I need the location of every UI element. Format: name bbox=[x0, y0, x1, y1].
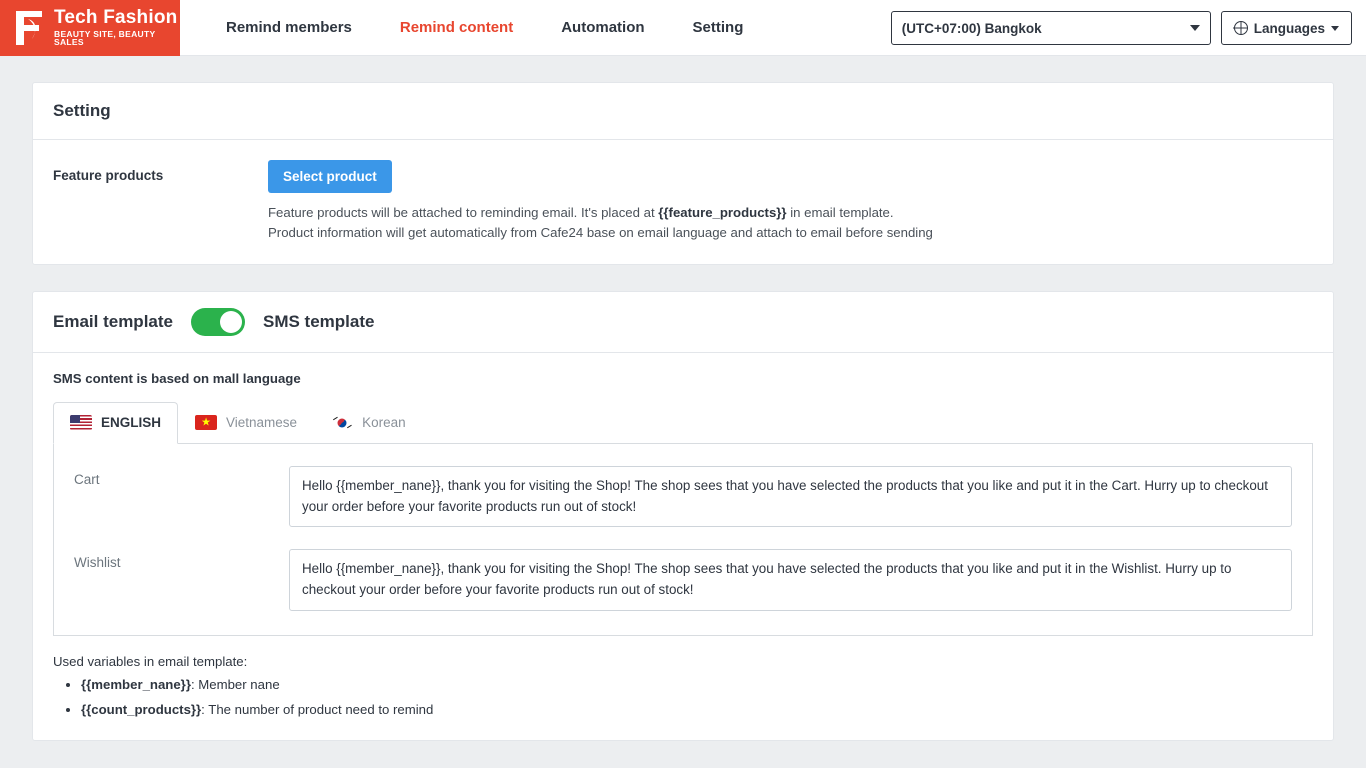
nav-item-remind-content[interactable]: Remind content bbox=[399, 18, 514, 36]
email-template-label: Email template bbox=[53, 311, 173, 331]
nav-item-remind-members[interactable]: Remind members bbox=[226, 18, 352, 36]
template-card-header bbox=[33, 292, 1333, 353]
select-product-button[interactable]: Select product bbox=[268, 160, 392, 193]
cart-label: Cart bbox=[74, 471, 100, 487]
nav-item-setting[interactable]: Setting bbox=[692, 18, 744, 36]
globe-icon bbox=[1234, 21, 1248, 35]
feature-products-row bbox=[53, 160, 1313, 244]
hint-line-1-prefix: Feature products will be attached to reminding email. It's placed at bbox=[268, 205, 659, 220]
brand-tagline: BEAUTY SITE, BEAUTY SALES bbox=[54, 28, 156, 48]
wishlist-field-row bbox=[74, 549, 1292, 611]
topbar-right-controls bbox=[891, 11, 1352, 45]
wishlist-message-textarea[interactable] bbox=[289, 549, 1292, 611]
page-content bbox=[0, 56, 1366, 768]
english-tab-panel bbox=[53, 444, 1313, 636]
used-variables-list bbox=[53, 675, 1313, 720]
hint-line-2: Product information will get automatically from Cafe24 base on email language and attach to email before sending bbox=[268, 225, 933, 241]
us-flag-icon bbox=[70, 415, 92, 430]
setting-card bbox=[32, 82, 1334, 265]
hint-line-1 bbox=[268, 203, 1313, 223]
sms-language-note: SMS content is based on mall language bbox=[53, 370, 301, 386]
brand-title: Tech Fashion bbox=[54, 6, 178, 28]
feature-products-hint bbox=[268, 203, 1313, 244]
tab-vietnamese[interactable] bbox=[178, 402, 314, 444]
languages-button[interactable] bbox=[1221, 11, 1352, 45]
setting-card-body bbox=[33, 140, 1333, 264]
main-nav bbox=[202, 0, 767, 56]
used-variables-title: Used variables in email template: bbox=[53, 653, 248, 669]
email-sms-toggle[interactable] bbox=[191, 308, 245, 336]
timezone-value: (UTC+07:00) Bangkok bbox=[901, 20, 1042, 36]
setting-card-title: Setting bbox=[33, 83, 1333, 140]
chevron-down-icon bbox=[1190, 25, 1200, 31]
toggle-knob bbox=[220, 311, 242, 333]
sms-template-label: SMS template bbox=[263, 311, 375, 331]
tab-korean-label: Korean bbox=[362, 415, 406, 431]
tech-fashion-logo-icon bbox=[12, 9, 46, 47]
tab-english-label: ENGLISH bbox=[101, 415, 162, 431]
tab-korean[interactable] bbox=[314, 402, 423, 444]
korea-flag-icon bbox=[331, 415, 353, 430]
used-variables-section bbox=[53, 636, 1313, 720]
nav-item-automation[interactable]: Automation bbox=[561, 18, 645, 36]
template-card-body bbox=[33, 353, 1333, 740]
tab-english[interactable] bbox=[53, 402, 178, 444]
used-variable-count-products-token: {{count_products}} bbox=[81, 701, 202, 717]
language-tabs bbox=[53, 400, 1313, 444]
hint-line-1-suffix: in email template. bbox=[786, 205, 894, 220]
cart-field-row bbox=[74, 466, 1292, 528]
tab-vietnamese-label: Vietnamese bbox=[226, 415, 298, 431]
used-variable-member-nane-desc: : Member nane bbox=[190, 676, 280, 692]
used-variable-count-products-desc: : The number of product need to remind bbox=[201, 701, 434, 717]
feature-products-label: Feature products bbox=[53, 168, 164, 183]
chevron-down-icon bbox=[1331, 26, 1339, 31]
used-variable-member-nane bbox=[81, 675, 1313, 695]
top-navigation-bar bbox=[0, 0, 1366, 56]
brand-logo[interactable] bbox=[0, 0, 180, 56]
wishlist-label: Wishlist bbox=[74, 555, 121, 571]
used-variable-count-products bbox=[81, 700, 1313, 720]
vietnam-flag-icon: ★ bbox=[195, 415, 217, 430]
languages-label: Languages bbox=[1253, 20, 1325, 36]
feature-products-variable: {{feature_products}} bbox=[658, 205, 787, 220]
used-variable-member-nane-token: {{member_nane}} bbox=[81, 676, 191, 692]
timezone-select[interactable] bbox=[891, 11, 1211, 45]
cart-message-textarea[interactable] bbox=[289, 466, 1292, 528]
template-card bbox=[32, 291, 1334, 741]
